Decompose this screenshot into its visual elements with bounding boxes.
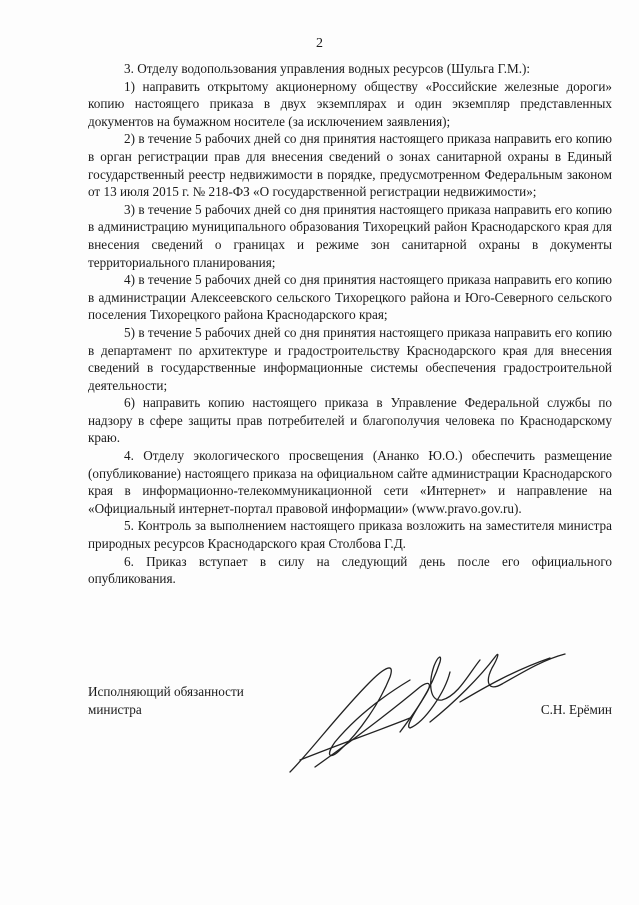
paragraph-4: 4. Отделу экологического просвещения (Ананко Ю.О.) обеспечить размещение (опубликование) настоящего приказа на официальном сайте администрации Краснодарского края в информационно-телекоммуникационной сети «Интернет» и направление на «Официальный интернет-портал правовой информации» (www.pravo.gov.ru). [88, 448, 612, 516]
signatory-title-line1: Исполняющий обязанности [88, 684, 244, 699]
page-number: 2 [316, 36, 323, 51]
paragraph-6: 6. Приказ вступает в силу на следующий день после его официального опубликования. [88, 553, 612, 587]
paragraph-3-4: 4) в течение 5 рабочих дней со дня принятия настоящего приказа направить его копию в администрации Алексеевского сельского Тихорецкого района и Юго-Северного сельского поселения Тихорецкого района Краснодарского края; [88, 272, 612, 323]
signature-block [88, 683, 612, 743]
paragraph-3-5: 5) в течение 5 рабочих дней со дня принятия настоящего приказа направить его копию в департамент по архитектуре и градостроительству Краснодарского края для внесения сведений в государственные информационные системы обеспечения градостроительной деятельности; [88, 324, 612, 393]
paragraph-3-1: 1) направить открытому акционерному обществу «Российские железные дороги» копию настоящего приказа в двух экземплярах и один экземпляр представленных документов на бумажном носителе (за исключением заявления); [88, 78, 612, 129]
paragraph-3-2: 2) в течение 5 рабочих дней со дня принятия настоящего приказа направить его копию в орган регистрации прав для внесения сведений о зонах санитарной охраны в Единый государственный реестр недвижимости в порядке, предусмотренном Федеральным законом от 13 июля 2015 г. № 218-ФЗ «О государственной регистрации недвижимости»; [88, 131, 612, 200]
document-body [88, 60, 612, 588]
signatory-title [88, 683, 244, 719]
signatory-title-line2: министра [88, 702, 142, 717]
paragraph-3-6: 6) направить копию настоящего приказа в Управление Федеральной службы по надзору в сфере защиты прав потребителей и благополучия человека по Краснодарскому краю. [88, 395, 612, 446]
paragraph-5: 5. Контроль за выполнением настоящего приказа возложить на заместителя министра природных ресурсов Краснодарского края Столбова Г.Д. [88, 518, 612, 552]
signatory-name: С.Н. Ерёмин [540, 702, 612, 717]
paragraph-3-3: 3) в течение 5 рабочих дней со дня принятия настоящего приказа направить его копию в администрацию муниципального образования Тихорецкий район Краснодарского края для внесения сведений о границах и режиме зон санитарной охраны в документы территориального планирования; [88, 201, 612, 270]
paragraph-3: 3. Отделу водопользования управления водных ресурсов (Шульга Г.М.): [124, 61, 531, 76]
